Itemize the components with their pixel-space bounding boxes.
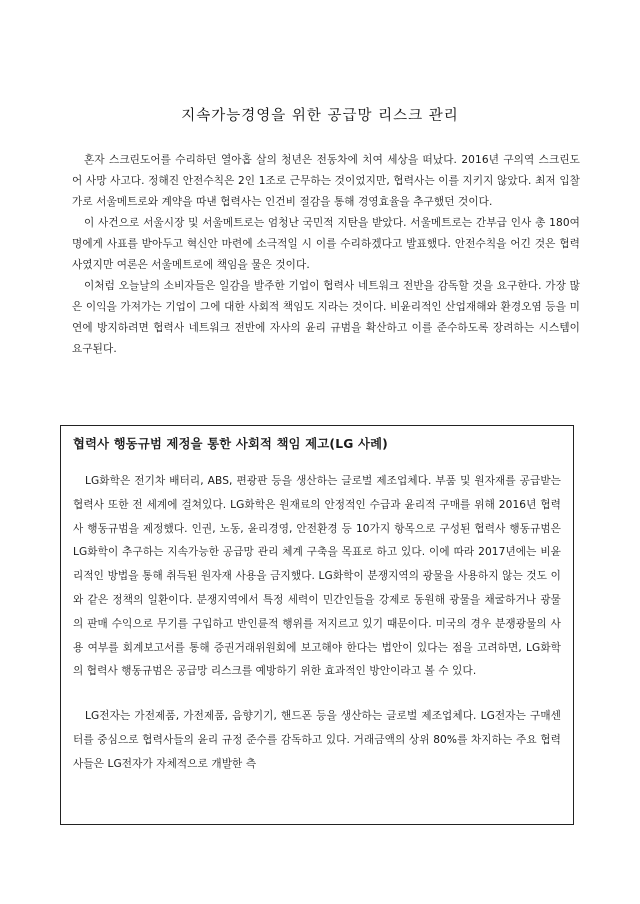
case-study-body: [73, 470, 561, 777]
paragraph: 이처럼 오늘날의 소비자들은 일감을 발주한 기업이 협력사 네트워크 전반을 감독할 것을 요구한다. 가장 많은 이익을 가져가는 기업이 그에 대한 사회적 책임도 지라는 것이다. 비윤리적인 산업재해와 환경오염 등을 미연에 방지하려면 협력사 네트워크 전반에 자사의 윤리 규범을 확산하고 이를 준수하도록 장려하는 시스템이 요구된다.: [72, 280, 580, 355]
intro-text: [72, 150, 580, 360]
document-title: 지속가능경영을 위한 공급망 리스크 관리: [181, 108, 459, 124]
paragraph: 이 사건으로 서울시장 및 서울메트로는 엄청난 국민적 지탄을 받았다. 서울메트로는 간부급 인사 총 180여 명에게 사표를 받아두고 혁신안 마련에 소극적일 시 이를 수리하겠다고 발표했다. 안전수칙을 어긴 것은 협력사였지만 여론은 서울메트로에 책임을 물은 것이다.: [72, 217, 580, 271]
case-study-box: [60, 425, 574, 825]
case-paragraph: LG화학은 전기차 배터리, ABS, 편광판 등을 생산하는 글로벌 제조업체다. 부품 및 원자재를 공급받는 협력사 또한 전 세계에 걸쳐있다. LG화학은 원재료의 안정적인 수급과 윤리적 구매를 위해 2016년 협력사 행동규범을 제정했다. 인권, 노동, 윤리경영, 안전환경 등 10가지 항목으로 구성된 협력사 행동규범은 LG화학이 추구하는 지속가능한 공급망 관리 체계 구축을 목표로 하고 있다. 이에 따라 2017년에는 비윤리적인 방법을 통해 취득된 원자재 사용을 금지했다. LG화학이 분쟁지역의 광물을 사용하지 않는 것도 이와 같은 정책의 일환이다. 분쟁지역에서 특정 세력이 민간인들을 강제로 동원해 광물을 채굴하거나 광물의 판매 수익으로 무기를 구입하고 반인륜적 행위를 저지르고 있기 때문이다. 미국의 경우 분쟁광물의 사용 여부를 회계보고서를 통해 증권거래위원회에 보고해야 한다는 법안이 있다는 점을 고려하면, LG화학의 협력사 행동규범은 공급망 리스크를 예방하기 위한 효과적인 방안이라고 볼 수 있다.: [73, 475, 561, 678]
paragraph: 혼자 스크린도어를 수리하던 열아홉 살의 청년은 전동차에 치여 세상을 떠났다. 2016년 구의역 스크린도어 사망 사고다. 정해진 안전수칙은 2인 1조로 근무하는 것이었지만, 협력사는 이를 지키지 않았다. 최저 입찰가로 서울메트로와 계약을 따낸 협력사는 인건비 절감을 통해 경영효율을 추구했던 것이다.: [72, 154, 580, 208]
case-paragraph: LG전자는 가전제품, 가전제품, 음향기기, 핸드폰 등을 생산하는 글로벌 제조업체다. LG전자는 구매센터를 중심으로 협력사들의 윤리 규정 준수를 감독하고 있다. 거래금액의 상위 80%를 차지하는 주요 협력사들은 LG전자가 자체적으로 개발한 측: [73, 710, 561, 770]
case-study-title: 협력사 행동규범 제정을 통한 사회적 책임 제고(LG 사례): [73, 437, 388, 451]
